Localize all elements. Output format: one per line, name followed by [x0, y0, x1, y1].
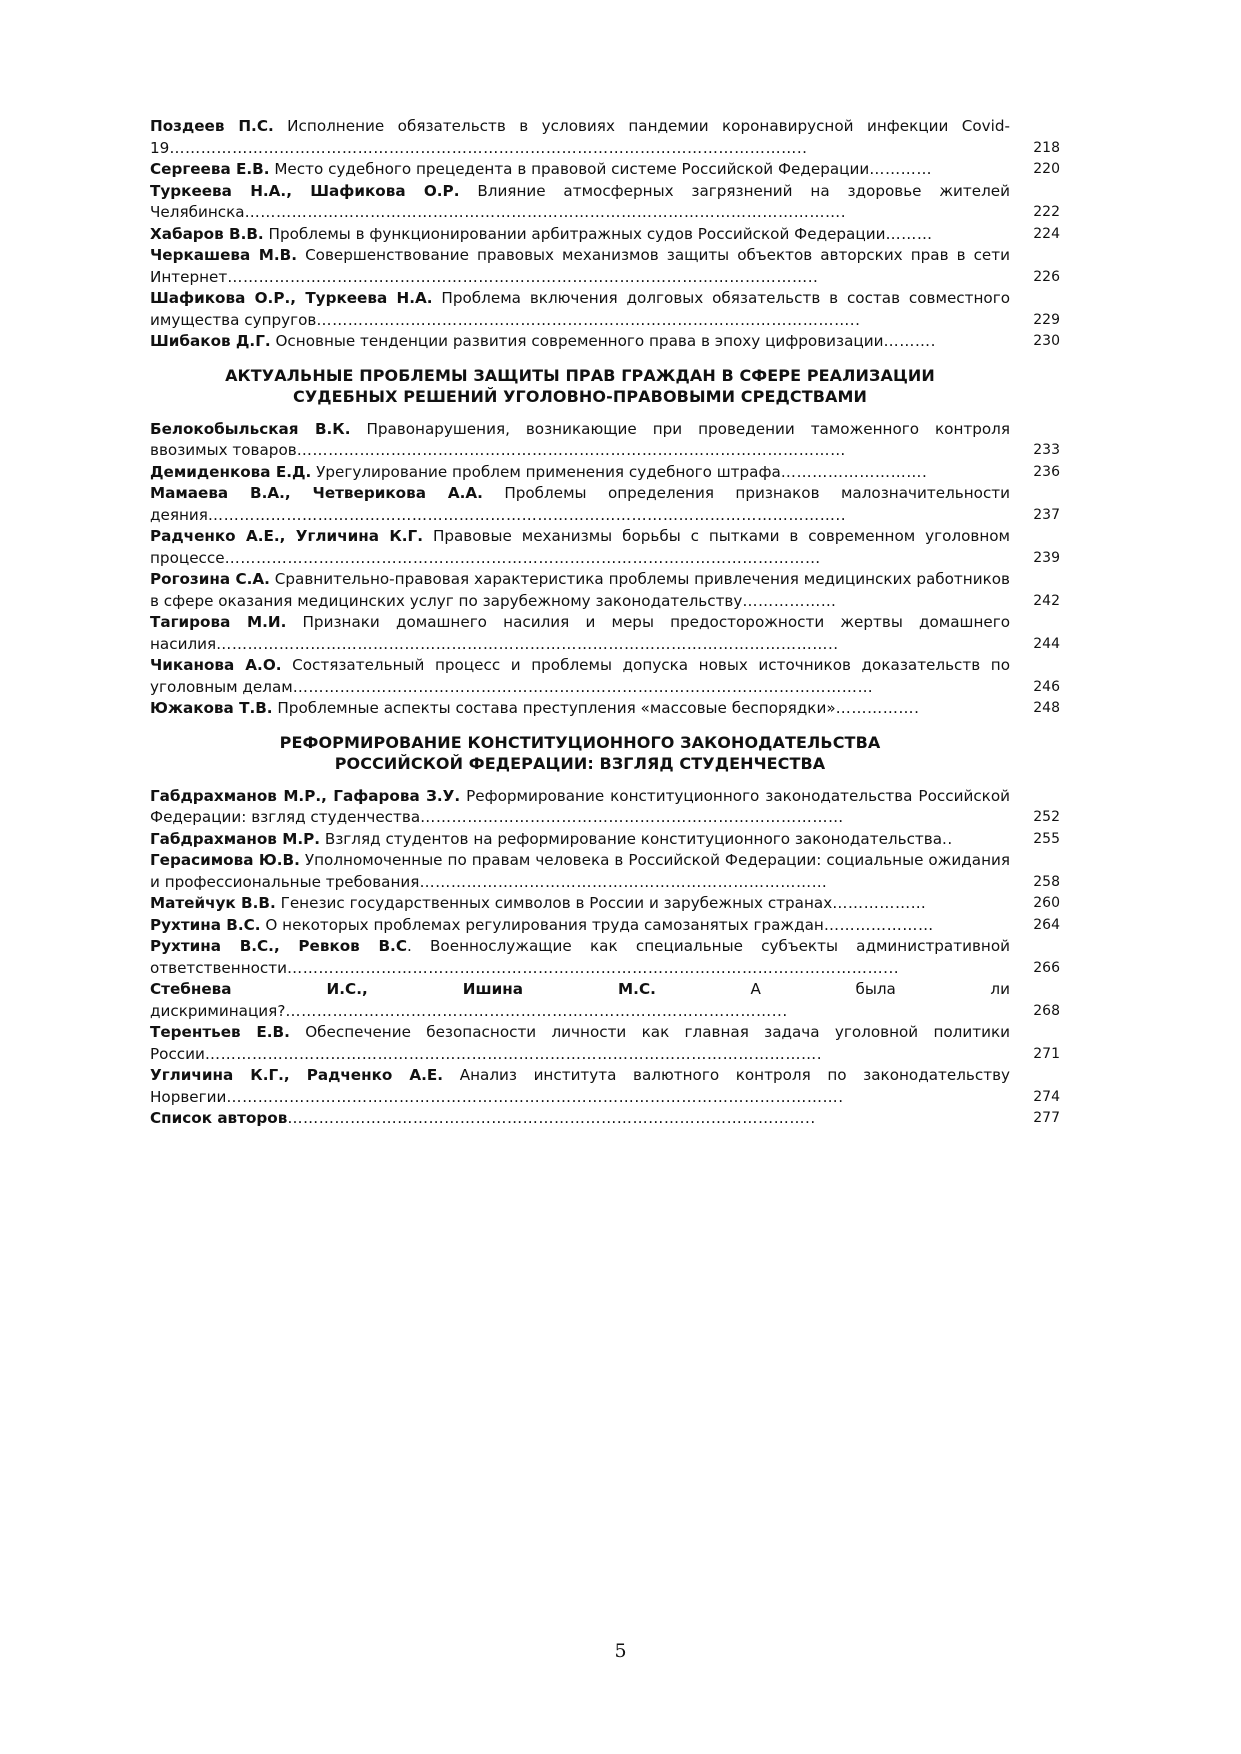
entry-authors: Поздеев П.С. [150, 117, 274, 135]
toc-entry: Угличина К.Г., Радченко А.Е. Анализ института валютного контроля по законодательству Норвегии………………………………………………………………………………………………………. 274 [150, 1065, 1060, 1108]
toc-entry: Демиденкова Е.Д. Урегулирование проблем применения судебного штрафа………………………. 236 [150, 462, 1060, 484]
entry-title: А была ли дискриминация? [150, 980, 1011, 1020]
entry-title: Взгляд студентов на реформирование конституционного законодательства [324, 829, 943, 848]
section-heading [150, 365, 1010, 407]
entry-page-number: 268 [1033, 1002, 1060, 1019]
entry-title: Проблемы определения признаков малозначительности деяния [150, 484, 1011, 524]
entry-authors: Стебнева И.С., Ишина М.С. [150, 980, 656, 998]
toc-group-3 [150, 786, 1060, 1130]
toc-entry: Рухтина В.С., Ревков В.С. Военнослужащие как специальные субъекты административной ответственности……………………………………………………………………………………………………... 266 [150, 936, 1060, 979]
entry-page-number: 229 [1033, 311, 1060, 328]
section-heading-line: РОССИЙСКОЙ ФЕДЕРАЦИИ: ВЗГЛЯД СТУДЕНЧЕСТВА [334, 753, 826, 773]
entry-title: Состязательный процесс и проблемы допуска новых источников доказательств по уголовным делам [150, 656, 1011, 696]
entry-title: . Военнослужащие как специальные субъекты административной ответственности [150, 937, 1010, 977]
entry-authors: Тагирова М.И. [150, 613, 287, 631]
entry-title: Проблемные аспекты состава преступления «массовые беспорядки» [277, 699, 836, 717]
entry-authors: Мамаева В.А., Четверикова А.А. [150, 484, 483, 502]
entry-page-number: 255 [1033, 830, 1060, 847]
entry-page-number: 266 [1033, 959, 1060, 976]
entry-page-number: 264 [1033, 916, 1060, 933]
toc-entry: Туркеева Н.А., Шафикова О.Р. Влияние атмосферных загрязнений на здоровье жителей Челябинска……………………………………………………………………………………………………. 222 [150, 181, 1060, 224]
entry-authors: Демиденкова Е.Д. [150, 462, 312, 481]
entry-page-number: 277 [1033, 1110, 1060, 1126]
entry-title: Влияние атмосферных загрязнений на здоровье жителей Челябинска [150, 181, 1011, 221]
entry-page-number: 246 [1033, 678, 1060, 695]
entry-page-number: 222 [1033, 204, 1060, 220]
entry-authors: Рухтина В.С. [150, 915, 261, 934]
section-heading-line: СУДЕБНЫХ РЕШЕНИЙ УГОЛОВНО-ПРАВОВЫМИ СРЕДСТВАМИ [292, 386, 868, 406]
section-heading [150, 732, 1010, 774]
entry-title: Исполнение обязательств в условиях пандемии коронавирусной инфекции Covid-19 [150, 117, 1010, 157]
entry-authors: Список авторов [150, 1109, 288, 1127]
entry-authors: Туркеева Н.А., Шафикова О.Р. [150, 181, 460, 200]
entry-page-number: 274 [1033, 1088, 1060, 1105]
entry-authors: Черкашева М.В. [150, 246, 298, 264]
entry-page-number: 237 [1033, 506, 1060, 523]
entry-page-number: 248 [1033, 700, 1060, 716]
entry-page-number: 258 [1033, 873, 1060, 890]
entry-authors: Чиканова А.О. [150, 656, 282, 674]
entry-page-number: 271 [1033, 1045, 1060, 1062]
entry-authors: Габдрахманов М.Р. [150, 829, 320, 848]
entry-title: Правонарушения, возникающие при проведении таможенного контроля ввозимых товаров [150, 419, 1010, 459]
entry-authors: Угличина К.Г., Радченко А.Е. [150, 1066, 444, 1084]
entry-page-number: 236 [1033, 463, 1060, 480]
entry-title: Проблемы в функционировании арбитражных судов Российской Федерации [268, 224, 886, 243]
toc-group-1 [150, 116, 1060, 353]
entry-title: Сравнительно-правовая характеристика проблемы привлечения медицинских работников в сфере оказания медицинских услуг по зарубежному законодательству [150, 570, 1010, 610]
entry-authors: Рогозина С.А. [150, 570, 270, 588]
entry-title: Совершенствование правовых механизмов защиты объектов авторских прав в сети Интернет [150, 246, 1010, 286]
toc-entry: Южакова Т.В. Проблемные аспекты состава преступления «массовые беспорядки»……………. 248 [150, 698, 1060, 720]
toc-entry: Габдрахманов М.Р. Взгляд студентов на реформирование конституционного законодательства.. 255 [150, 829, 1060, 851]
entry-title: Анализ института валютного контроля по законодательству Норвегии [150, 1066, 1011, 1106]
entry-page-number: 239 [1033, 549, 1060, 566]
toc-entry: Поздеев П.С. Исполнение обязательств в условиях пандемии коронавирусной инфекции Covid-19………………………………………………………………………………………………………….. 218 [150, 116, 1060, 159]
entry-title: Правовые механизмы борьбы с пытками в современном уголовном процессе [150, 527, 1010, 567]
entry-title: Место судебного прецедента в правовой системе Российской Федерации [274, 160, 870, 178]
entry-page-number: 244 [1033, 635, 1060, 652]
section-heading-line: РЕФОРМИРОВАНИЕ КОНСТИТУЦИОННОГО ЗАКОНОДАТЕЛЬСТВА [279, 732, 881, 752]
entry-page-number: 252 [1033, 809, 1060, 825]
entry-title: Уполномоченные по правам человека в Российской Федерации: социальные ожидания и профессиональные требования [150, 851, 1011, 891]
entry-authors: Рухтина В.С., Ревков В.С [150, 937, 407, 955]
entry-page-number: 233 [1033, 442, 1060, 458]
entry-authors: Габдрахманов М.Р., Гафарова З.У. [150, 786, 461, 805]
entry-title: Генезис государственных символов в России и зарубежных странах [280, 894, 833, 912]
entry-authors: Герасимова Ю.В. [150, 851, 300, 869]
toc-entry: Сергеева Е.В. Место судебного прецедента в правовой системе Российской Федерации………… 220 [150, 159, 1060, 181]
entry-title: О некоторых проблемах регулирования труда самозанятых граждан [265, 915, 824, 934]
entry-page-number: 230 [1033, 333, 1060, 349]
page-number: 5 [614, 1640, 627, 1662]
toc-entry: Хабаров В.В. Проблемы в функционировании арбитражных судов Российской Федерации……… 224 [150, 224, 1060, 246]
entry-page-number: 226 [1033, 268, 1060, 285]
toc-entry: Черкашева М.В. Совершенствование правовых механизмов защиты объектов авторских прав в сети Интернет………………………………………………………………………………………………….. 226 [150, 245, 1060, 288]
toc-entry: Герасимова Ю.В. Уполномоченные по правам человека в Российской Федерации: социальные ожидания и профессиональные требования…………………………………………………………………… 258 [150, 850, 1060, 893]
entry-authors: Радченко А.Е., Угличина К.Г. [150, 527, 424, 545]
entry-authors: Матейчук В.В. [150, 894, 276, 912]
toc-entry: Радченко А.Е., Угличина К.Г. Правовые механизмы борьбы с пытками в современном уголовном процессе…………………………………………………………………………………………………… 239 [150, 526, 1060, 569]
toc-group-2 [150, 419, 1060, 720]
toc-entry: Список авторов……………………………………………………………………………………….. 277 [150, 1108, 1060, 1130]
entry-page-number: 220 [1033, 161, 1060, 177]
toc-entry: Тагирова М.И. Признаки домашнего насилия и меры предосторожности жертвы домашнего насилия……………………………………………………………………………………………………….. 244 [150, 612, 1060, 655]
entry-page-number: 260 [1033, 895, 1060, 911]
entry-page-number: 218 [1033, 139, 1060, 156]
toc-entry: Терентьев Е.В. Обеспечение безопасности личности как главная задача уголовной политики России………………………………………………………………………………………………………. 271 [150, 1022, 1060, 1065]
table-of-contents [150, 116, 1060, 1130]
entry-title: Обеспечение безопасности личности как главная задача уголовной политики России [150, 1023, 1011, 1063]
toc-entry: Рогозина С.А. Сравнительно-правовая характеристика проблемы привлечения медицинских работников в сфере оказания медицинских услуг по зарубежному законодательству……………… 242 [150, 569, 1060, 612]
entry-authors: Белокобыльская В.К. [150, 419, 351, 438]
entry-page-number: 242 [1033, 592, 1060, 609]
toc-entry: Шафикова О.Р., Туркеева Н.А. Проблема включения долговых обязательств в состав совместного имущества супругов………………………………………………………………………………………….. 229 [150, 288, 1060, 331]
entry-authors: Хабаров В.В. [150, 224, 264, 243]
entry-title: Урегулирование проблем применения судебного штрафа [316, 462, 781, 481]
entry-authors: Терентьев Е.В. [150, 1023, 290, 1041]
entry-authors: Шафикова О.Р., Туркеева Н.А. [150, 289, 433, 307]
entry-title: Проблема включения долговых обязательств в состав совместного имущества супругов [150, 289, 1010, 329]
toc-entry: Белокобыльская В.К. Правонарушения, возникающие при проведении таможенного контроля ввозимых товаров…………………………………………………………………………………………… 233 [150, 419, 1060, 462]
toc-entry: Габдрахманов М.Р., Гафарова З.У. Реформирование конституционного законодательства Российской Федерации: взгляд студенчества……………………………………………………………………… 252 [150, 786, 1060, 829]
toc-entry: Шибаков Д.Г. Основные тенденции развития современного права в эпоху цифровизации………. 230 [150, 331, 1060, 353]
entry-title: Основные тенденции развития современного права в эпоху цифровизации [275, 332, 884, 350]
entry-title: Признаки домашнего насилия и меры предосторожности жертвы домашнего насилия [150, 613, 1010, 653]
entry-authors: Сергеева Е.В. [150, 160, 270, 178]
toc-entry: Чиканова А.О. Состязательный процесс и проблемы допуска новых источников доказательств по уголовным делам………………………………………………………………………………………………… 246 [150, 655, 1060, 698]
entry-authors: Шибаков Д.Г. [150, 332, 271, 350]
toc-entry: Рухтина В.С. О некоторых проблемах регулирования труда самозанятых граждан………………… 264 [150, 915, 1060, 937]
section-heading-line: АКТУАЛЬНЫЕ ПРОБЛЕМЫ ЗАЩИТЫ ПРАВ ГРАЖДАН В СФЕРЕ РЕАЛИЗАЦИИ [225, 365, 935, 385]
entry-authors: Южакова Т.В. [150, 699, 273, 717]
toc-entry: Матейчук В.В. Генезис государственных символов в России и зарубежных странах……………… 260 [150, 893, 1060, 915]
toc-entry: Мамаева В.А., Четверикова А.А. Проблемы определения признаков малозначительности деяния………………………………………………………………………………………………………….. 237 [150, 483, 1060, 526]
entry-title: Реформирование конституционного законодательства Российской Федерации: взгляд студенчества [150, 786, 1010, 826]
entry-page-number: 224 [1033, 225, 1060, 242]
toc-entry: Стебнева И.С., Ишина М.С. А была ли дискриминация?…………………………………………………………………………………... 268 [150, 979, 1060, 1022]
